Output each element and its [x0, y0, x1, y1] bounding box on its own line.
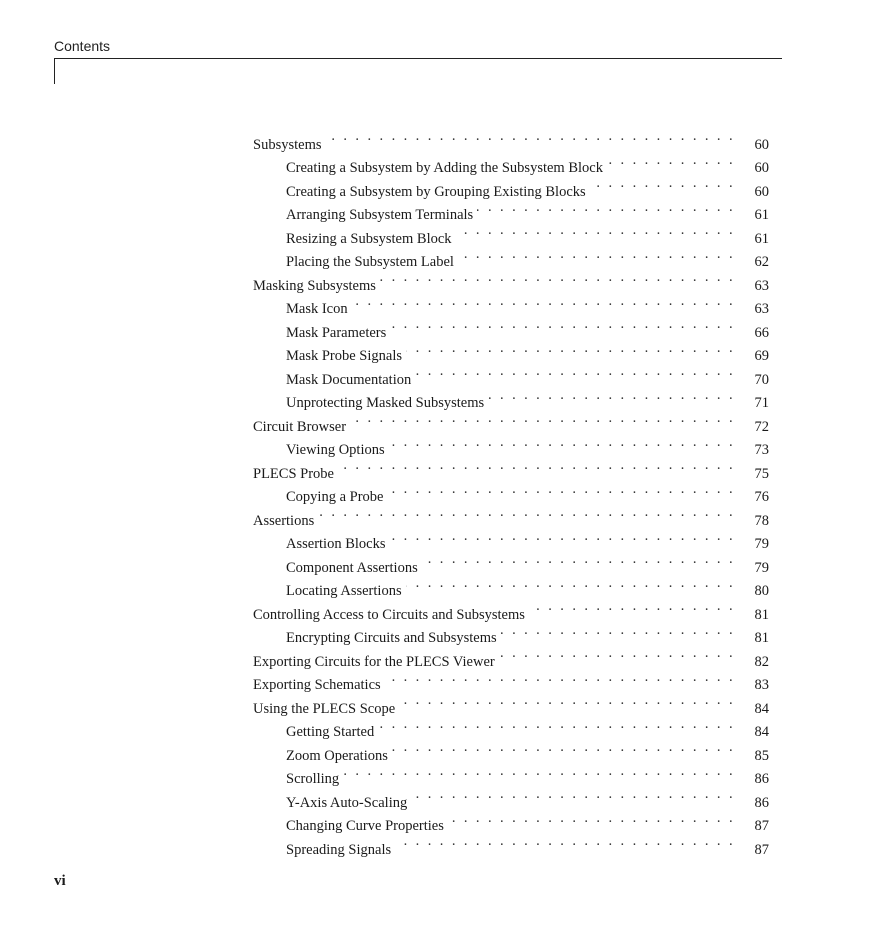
dot-leader — [390, 313, 735, 337]
toc-entry-page: 63 — [754, 301, 769, 317]
toc-entry-title: Mask Parameters — [286, 324, 387, 341]
header-corner-mark — [54, 58, 55, 84]
toc-entry-title: Arranging Subsystem Terminals — [286, 207, 474, 223]
dot-leader — [422, 548, 735, 572]
toc-entry-title: Using the PLECS Scope — [253, 700, 396, 717]
toc-entry-page: 63 — [754, 277, 769, 294]
dot-leader — [406, 572, 735, 596]
toc-entry-title: Controlling Access to Circuits and Subsystems — [253, 606, 525, 623]
dot-leader — [352, 290, 735, 314]
dot-leader — [387, 478, 735, 502]
dot-leader — [590, 172, 735, 196]
toc-entry-page: 71 — [754, 395, 769, 411]
toc-entry-title: Unprotecting Masked Subsystems — [286, 395, 485, 411]
dot-leader — [343, 760, 735, 784]
toc-entry-page: 78 — [754, 512, 769, 529]
dot-leader — [380, 266, 735, 290]
toc-entry-title: Viewing Options — [286, 442, 385, 458]
toc-entry-title: Subsystems — [253, 136, 322, 153]
toc-entry-page: 82 — [754, 653, 769, 670]
running-header: Contents — [54, 38, 111, 54]
toc-subentry[interactable] — [253, 149, 769, 176]
toc-entry-title: Creating a Subsystem by Adding the Subsystem Block — [286, 160, 603, 176]
toc-entry-title: Resizing a Subsystem Block — [286, 230, 452, 247]
dot-leader — [392, 736, 735, 760]
table-of-contents — [253, 125, 769, 858]
toc-entry-page: 79 — [754, 536, 769, 552]
dot-leader — [501, 619, 735, 643]
toc-entry-page: 61 — [754, 207, 769, 223]
toc-entry-title: Circuit Browser — [253, 418, 347, 435]
toc-entry-page: 76 — [754, 489, 769, 505]
toc-entry-title: Placing the Subsystem Label — [286, 254, 454, 270]
dot-leader — [399, 689, 735, 713]
toc-entry-page: 84 — [754, 700, 769, 717]
toc-entry-title: Scrolling — [286, 771, 340, 787]
toc-entry-title: PLECS Probe — [253, 465, 334, 482]
toc-entry-title: Copying a Probe — [286, 489, 384, 505]
toc-entry-page: 66 — [754, 324, 769, 341]
toc-entry-page: 75 — [754, 465, 769, 482]
page-number: vi — [54, 873, 66, 889]
toc-entry-page: 70 — [754, 371, 769, 388]
dot-leader — [326, 125, 736, 149]
toc-entry-title: Assertions — [253, 512, 315, 529]
dot-leader — [378, 713, 735, 737]
toc-entry-title: Mask Icon — [286, 301, 348, 317]
toc-entry-title: Getting Started — [286, 724, 375, 740]
dot-leader — [338, 454, 735, 478]
dot-leader — [477, 196, 735, 220]
toc-entry-title: Masking Subsystems — [253, 277, 376, 294]
toc-entry-title: Encrypting Circuits and Subsystems — [286, 630, 497, 646]
dot-leader — [488, 384, 735, 408]
dot-leader — [607, 149, 735, 173]
dot-leader — [389, 525, 735, 549]
toc-subentry[interactable] — [253, 525, 769, 552]
toc-entry-title: Creating a Subsystem by Grouping Existing Blocks — [286, 183, 586, 200]
toc-entry-page: 60 — [754, 136, 769, 153]
toc-entry-page: 86 — [754, 771, 769, 787]
toc-entry-page: 62 — [754, 254, 769, 270]
toc-entry-title: Mask Documentation — [286, 371, 412, 388]
dot-leader — [406, 337, 735, 361]
toc-entry-page: 69 — [754, 348, 769, 364]
toc-entry-page: 84 — [754, 724, 769, 740]
toc-entry-title: Mask Probe Signals — [286, 348, 402, 364]
toc-entry-page: 61 — [754, 230, 769, 247]
toc-entry-title: Changing Curve Properties — [286, 818, 444, 834]
dot-leader — [448, 807, 735, 831]
dot-leader — [389, 431, 735, 455]
toc-entry-title: Spreading Signals — [286, 841, 392, 858]
dot-leader — [350, 407, 735, 431]
toc-entry-page: 85 — [754, 747, 769, 764]
toc-entry[interactable] — [253, 501, 769, 529]
dot-leader — [318, 501, 735, 525]
toc-entry-page: 72 — [754, 418, 769, 435]
toc-entry-title: Assertion Blocks — [286, 536, 386, 552]
dot-leader — [529, 595, 735, 619]
toc-entry-title: Component Assertions — [286, 559, 418, 576]
toc-entry-page: 81 — [754, 630, 769, 646]
dot-leader — [385, 666, 735, 690]
dot-leader — [395, 830, 735, 854]
toc-entry-page: 83 — [754, 677, 769, 693]
toc-entry-page: 60 — [754, 183, 769, 200]
dot-leader — [415, 360, 735, 384]
dot-leader — [499, 642, 735, 666]
toc-entry-page: 79 — [754, 559, 769, 576]
toc-entry-title: Exporting Circuits for the PLECS Viewer — [253, 653, 495, 670]
toc-entry-title: Zoom Operations — [286, 747, 388, 764]
dot-leader — [458, 243, 735, 267]
toc-entry-title: Y-Axis Auto-Scaling — [286, 794, 408, 811]
toc-entry-page: 87 — [754, 818, 769, 834]
toc-entry-page: 80 — [754, 583, 769, 599]
dot-leader — [411, 783, 735, 807]
toc-entry-page: 86 — [754, 794, 769, 811]
toc-entry-page: 60 — [754, 160, 769, 176]
toc-entry-page: 87 — [754, 841, 769, 858]
toc-entry-page: 81 — [754, 606, 769, 623]
toc-entry[interactable] — [253, 125, 769, 153]
dot-leader — [456, 219, 735, 243]
toc-entry-title: Exporting Schematics — [253, 677, 381, 693]
toc-entry-title: Locating Assertions — [286, 583, 402, 599]
header-rule — [54, 58, 782, 59]
toc-entry-page: 73 — [754, 442, 769, 458]
